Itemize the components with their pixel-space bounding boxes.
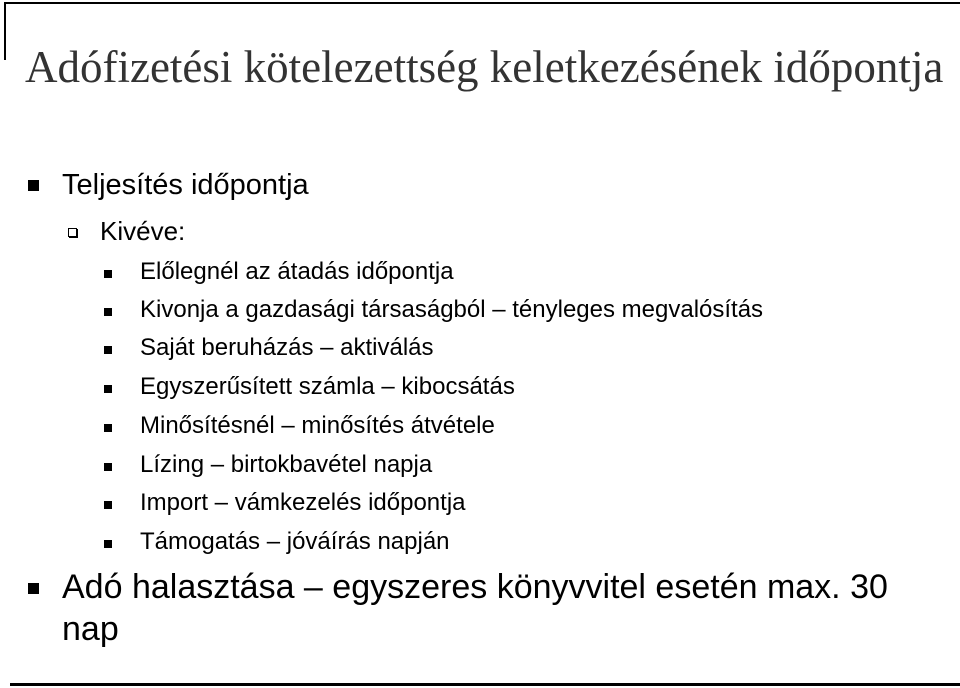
list-item: Támogatás – jóváírás napján	[140, 528, 450, 555]
list-item: Kivonja a gazdasági társaságból – tényleges megvalósítás	[140, 296, 764, 323]
square-bullet-icon	[104, 346, 112, 354]
square-bullet-icon	[104, 424, 112, 432]
frame-left-border	[4, 2, 6, 60]
square-bullet-icon	[104, 501, 112, 509]
frame-top-border	[4, 2, 960, 4]
square-bullet-icon	[104, 540, 112, 548]
square-bullet-icon	[104, 385, 112, 393]
bullet-kiveve: Kivéve:	[100, 216, 186, 246]
square-bullet-icon	[104, 270, 112, 278]
hollow-square-bullet-icon	[68, 228, 77, 237]
square-bullet-icon	[28, 583, 39, 594]
list-item: Egyszerűsített számla – kibocsátás	[140, 373, 515, 400]
list-item: Lízing – birtokbavétel napja	[140, 451, 433, 478]
square-bullet-icon	[104, 308, 112, 316]
list-item: Import – vámkezelés időpontja	[140, 489, 466, 516]
slide-title: Adófizetési kötelezettség keletkezésének időpontja	[25, 42, 944, 92]
bullet-ado-halasztasa: Adó halasztása – egyszeres könyvvitel esetén max. 30 nap	[62, 568, 888, 648]
bullet-teljesites: Teljesítés időpontja	[62, 169, 309, 201]
square-bullet-icon	[28, 180, 39, 191]
list-item: Minősítésnél – minősítés átvétele	[140, 412, 495, 439]
frame-bottom-border	[10, 683, 960, 686]
list-item: Előlegnél az átadás időpontja	[140, 258, 454, 285]
list-item: Saját beruházás – aktiválás	[140, 334, 434, 361]
square-bullet-icon	[104, 463, 112, 471]
